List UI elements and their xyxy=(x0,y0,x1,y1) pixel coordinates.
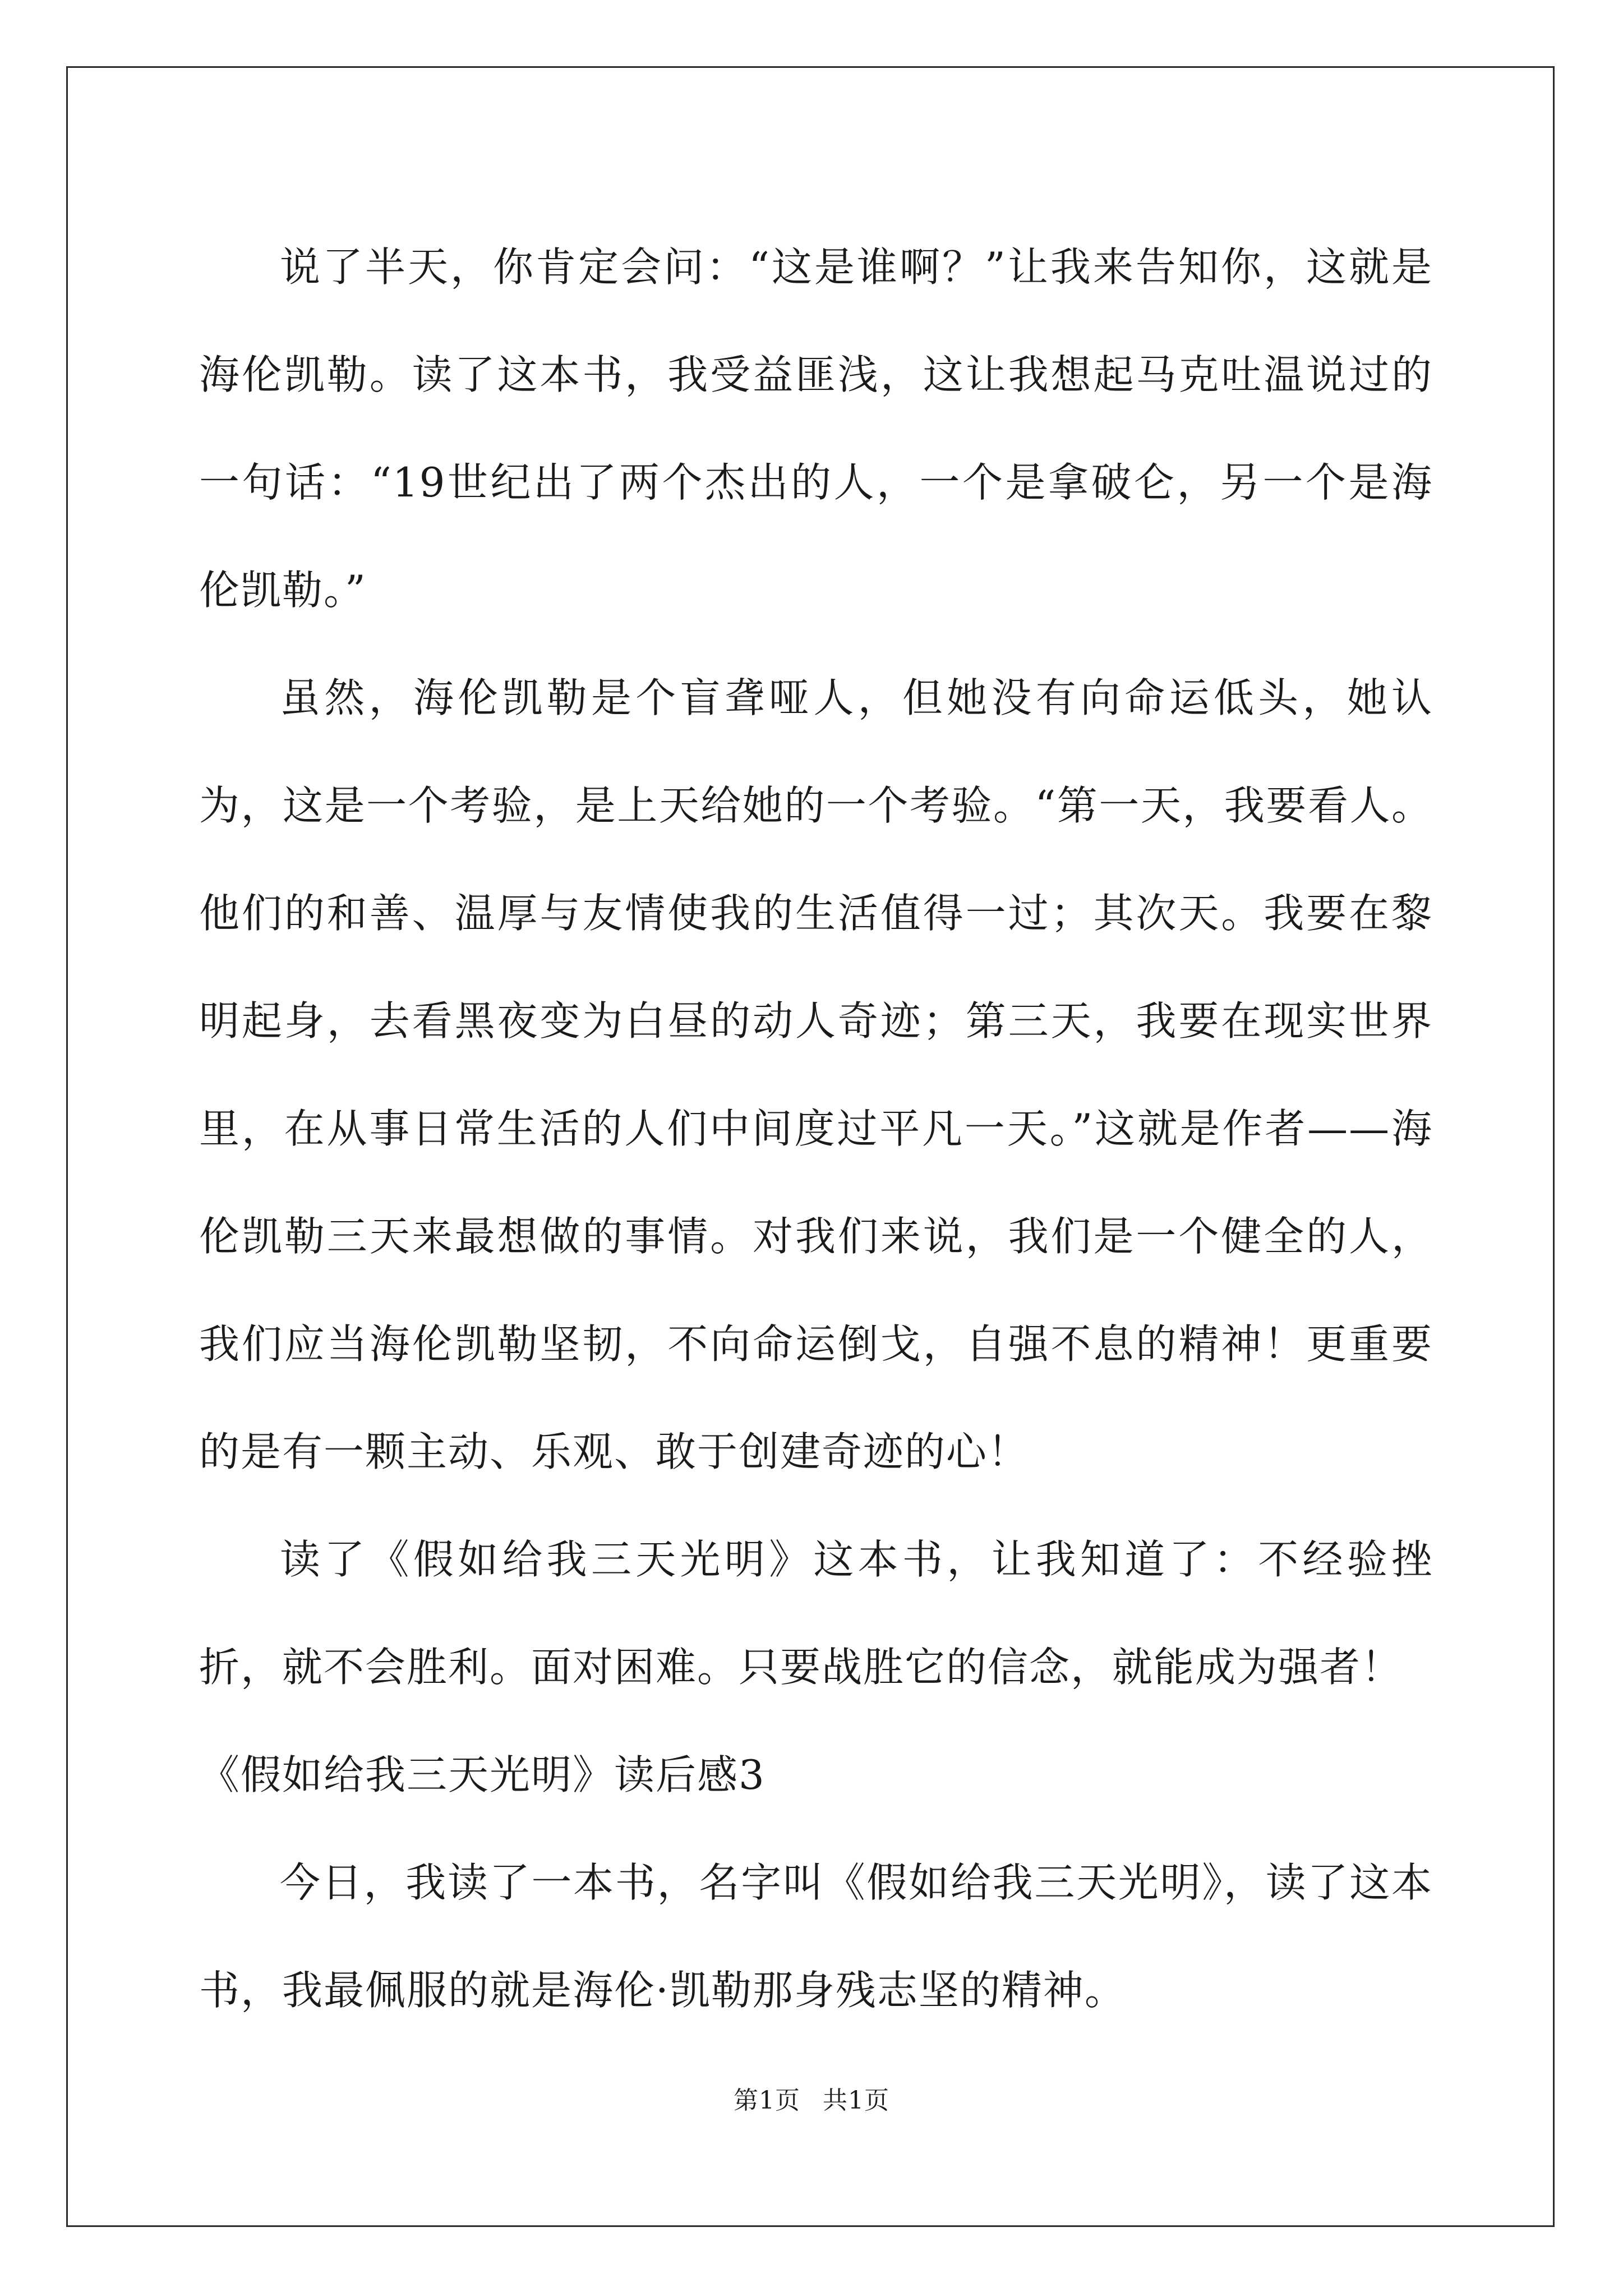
page-number: 第1页 xyxy=(734,2086,800,2115)
page-total: 共1页 xyxy=(823,2086,889,2115)
section-heading: 《假如给我三天光明》读后感3 xyxy=(199,1751,766,1798)
paragraph: 读了《假如给我三天光明》这本书，让我知道了：不经验挫折，就不会胜利。面对困难。只要战胜它的信念，就能成为强者！ xyxy=(199,1536,1433,1691)
paragraph: 说了半天，你肯定会问：“这是谁啊？”让我来告知你，这就是海伦凯勒。读了这本书，我受益匪浅，这让我想起马克吐温说过的一句话：“19世纪出了两个杰出的人，一个是拿破仑，另一个是海伦凯勒。” xyxy=(199,243,1433,614)
page-footer xyxy=(0,2084,1623,2118)
paragraph: 今日，我读了一本书，名字叫《假如给我三天光明》，读了这本书，我最佩服的就是海伦·凯勒那身残志坚的精神。 xyxy=(199,1859,1433,2014)
document-body xyxy=(199,213,1433,2044)
paragraph: 虽然，海伦凯勒是个盲聋哑人，但她没有向命运低头，她认为，这是一个考验，是上天给她的一个考验。“第一天，我要看人。他们的和善、温厚与友情使我的生活值得一过；其次天。我要在黎明起身，去看黑夜变为白昼的动人奇迹；第三天，我要在现实世界里，在从事日常生活的人们中间度过平凡一天。”这就是作者——海伦凯勒三天来最想做的事情。对我们来说，我们是一个健全的人，我们应当海伦凯勒坚韧，不向命运倒戈，自强不息的精神！更重要的是有一颗主动、乐观、敢于创建奇迹的心！ xyxy=(199,674,1433,1475)
